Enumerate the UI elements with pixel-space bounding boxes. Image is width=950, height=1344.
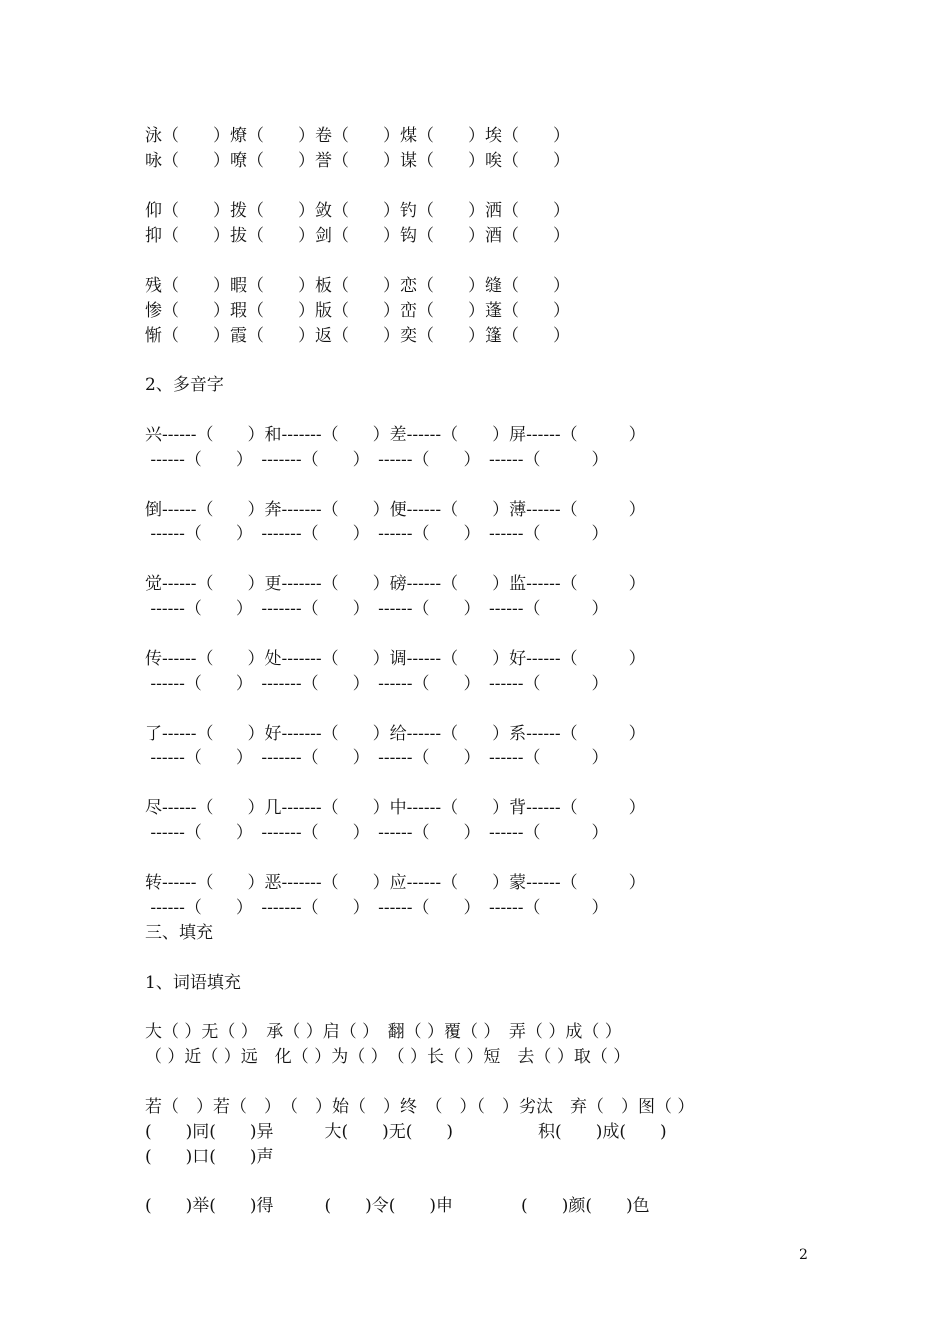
char-row-4: 抑（ ）拔（ ）剑（ ）钩（ ）酒（ ） (145, 226, 570, 246)
idiom-row: （ ）近（ ）远 化（ ）为（ ） （ ）长（ ）短 去（ ）取（ ） (145, 1047, 631, 1067)
polyphonic-row: 觉------（ ）更-------（ ）磅------（ ）监------（ ） (145, 574, 646, 594)
idiom-row: 若（ ）若（ ） （ ）始（ ）终 （ ）（ ）劣汰 弃（ ）图（ ） (145, 1097, 695, 1117)
polyphonic-row: 传------（ ）处-------（ ）调------（ ）好------（ ） (145, 649, 646, 669)
polyphonic-row: ------（ ） -------（ ） ------（ ） ------（ ） (145, 450, 609, 470)
section-heading-fill: 三、填充 (145, 923, 213, 943)
polyphonic-row: ------（ ） -------（ ） ------（ ） ------（ ） (145, 674, 609, 694)
polyphonic-row: ------（ ） -------（ ） ------（ ） ------（ ） (145, 823, 609, 843)
char-row-7: 惭（ ）霞（ ）返（ ）奕（ ）篷（ ） (145, 326, 570, 346)
idiom-row: ( )口( )声 (145, 1147, 274, 1167)
idiom-row: 大（ ）无（ ） 承（ ）启（ ） 翻（ ）覆（ ） 弄（ ）成（ ） (145, 1022, 622, 1042)
polyphonic-row: ------（ ） -------（ ） ------（ ） ------（ ） (145, 599, 609, 619)
idiom-row: ( )同( )异 大( )无( ) 积( )成( ) (145, 1122, 667, 1142)
page-number: 2 (799, 1247, 808, 1263)
polyphonic-row: 尽------（ ）几-------（ ）中------（ ）背------（ ） (145, 798, 646, 818)
char-row-2: 咏（ ）嘹（ ）誉（ ）谋（ ）唉（ ） (145, 151, 570, 171)
idiom-row: ( )举( )得 ( )令( )申 ( )颜( )色 (145, 1196, 650, 1216)
subheading-word-fill: 1、词语填充 (145, 973, 241, 993)
polyphonic-row: 了------（ ）好-------（ ）给------（ ）系------（ ） (145, 724, 646, 744)
polyphonic-row: 兴------（ ）和-------（ ）差------（ ）屏------（ ） (145, 425, 646, 445)
char-row-5: 残（ ）暇（ ）板（ ）恋（ ）缝（ ） (145, 276, 570, 296)
char-row-1: 泳（ ）燎（ ）卷（ ）煤（ ）埃（ ） (145, 126, 570, 146)
polyphonic-row: 倒------（ ）奔-------（ ）便------（ ）薄------（ ） (145, 500, 646, 520)
polyphonic-row: ------（ ） -------（ ） ------（ ） ------（ ） (145, 748, 609, 768)
char-row-3: 仰（ ）拨（ ）敛（ ）钓（ ）洒（ ） (145, 201, 570, 221)
char-row-6: 惨（ ）瑕（ ）版（ ）峦（ ）蓬（ ） (145, 301, 570, 321)
polyphonic-row: ------（ ） -------（ ） ------（ ） ------（ ） (145, 898, 609, 918)
polyphonic-row: 转------（ ）恶-------（ ）应------（ ）蒙------（ ） (145, 873, 646, 893)
section-heading-polyphonic: 2、多音字 (145, 375, 224, 395)
polyphonic-row: ------（ ） -------（ ） ------（ ） ------（ ） (145, 524, 609, 544)
